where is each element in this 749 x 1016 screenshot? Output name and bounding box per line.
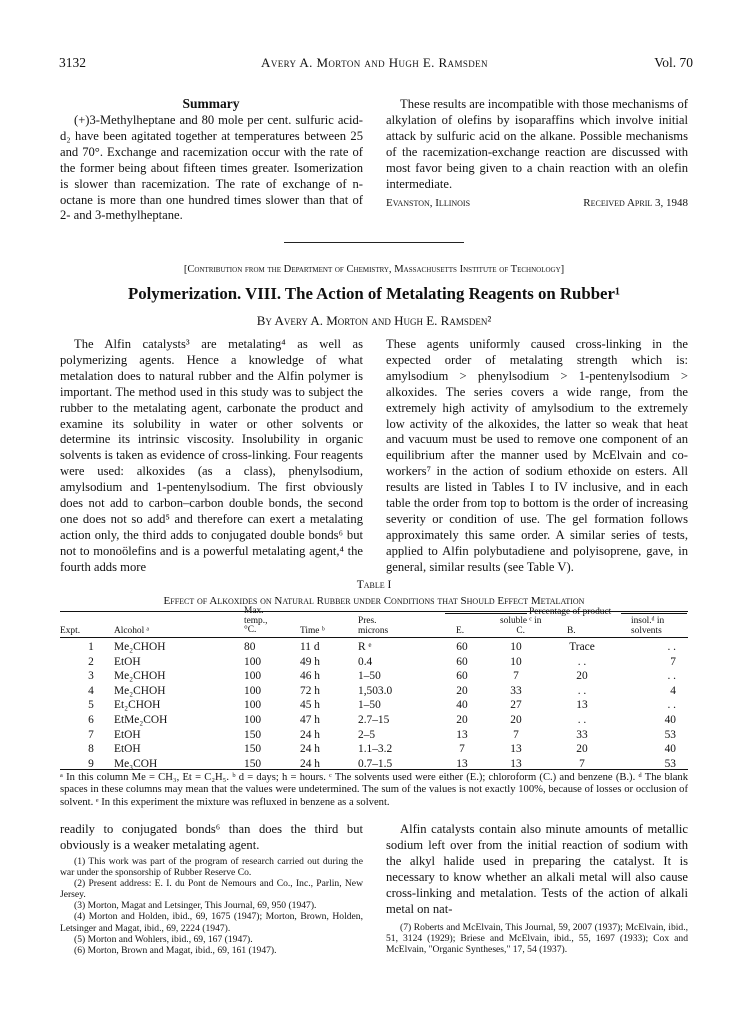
header-pres: Pres. microns xyxy=(358,616,389,636)
table-cell-pres: 2.7–15 xyxy=(358,714,390,726)
table-cell-b: . . xyxy=(577,684,587,697)
summary-left-column xyxy=(60,113,363,224)
table-cell-alcohol: Me₂CHOH xyxy=(114,641,166,653)
footnote: (1) This work was part of the program of research carried out during the war under the sponsorship of Rubber Reserve Co. xyxy=(60,856,363,879)
summary-paragraph-1: (+)3-Methylheptane and 80 mole per cent. sulfuric acid-d₂ have been agitated together at temperatures between 25 and 70°. Exchange and racemization occur with the rate of the former being about fifteen times greater. Isomerization is slower than racemization. The rate of exchange of n-octane is more than one hundred times slower than that of 2- and 3-methylheptane. xyxy=(60,113,363,223)
table-cell-alcohol: Me₂CHOH xyxy=(114,670,166,683)
table-caption: Effect of Alkoxides on Natural Rubber under Conditions that Should Effect Metalation xyxy=(163,595,585,607)
table-cell-time: 46 h xyxy=(300,670,320,683)
table-cell-insol: 4 xyxy=(670,684,676,697)
table-cell-pres: 0.7–1.5 xyxy=(358,757,393,770)
footnote: (7) Roberts and McElvain, This Journal, 59, 2007 (1937); McElvain, ibid., 51, 3124 (1929); Briese and McElvain, ibid., 55, 1697 (1933); Cox and McElvain, "Organic Syntheses," 17, 54 (1937). xyxy=(386,922,688,956)
table-cell-pres: 1–50 xyxy=(358,699,381,712)
table-cell-alcohol: EtOH xyxy=(114,728,141,741)
footnote: (6) Morton, Brown and Magat, ibid., 69, 161 (1947). xyxy=(74,944,277,956)
table-cell-e: 60 xyxy=(456,655,468,668)
body-paragraph-2: These agents uniformly caused cross-linking in the expected order of metalating strength which is: amylsodium > phenylsodium > 1-pentenylsodium > alkoxides. The series covers a wide range, from the extremely high activity of amylsodium to the extremely low activity of the alkoxides, the latter so weak that heat and vacuum must be used to remove one component of an equilibrium after the manner used by McElvain and co-workers⁷ in the action of sodium ethoxide on esters. All results are listed in Tables I to IV inclusive, and in each table the order from top to bottom is the order of increasing severity or condition of use. The gel formation follows approximately this same order. A similar series of tests, applied to Alfin polybutadiene and polyisoprene, gave, in general, similar results (see Table V). xyxy=(386,337,688,574)
body-right-continued xyxy=(386,822,688,917)
percentage-bracket-left xyxy=(445,613,527,614)
body-paragraph-1: The Alfin catalysts³ are metalating⁴ as well as polymerizing agents. Hence a knowledge of what metalation does to natural rubber and the Alfin polymer is important. The method used in this study was to subject the rubber to the metalating agent, carbonate the product and examine its solubility in water or other solvents or determine its intrinsic viscosity. Insolubility in organic solvents is taken as evidence of cross-linking. Four reagents were used: alkoxides (as a class), phenylsodium, amylsodium and 1-pentenylsodium. The first obviously does not add to carbon–carbon double bonds, the second one does not so add⁵ and therefore can exert a metalating action only, the third adds to conjugated double bonds⁶ but not to monoölefins and is a powerful metalating agent,⁴ the fourth adds more xyxy=(60,337,363,574)
table-cell-expt: 4 xyxy=(88,684,94,697)
table-cell-time: 45 h xyxy=(300,699,320,712)
table-cell-c: 13 xyxy=(510,743,522,756)
body-left-column xyxy=(60,337,363,576)
table-cell-pres: 1.1–3.2 xyxy=(358,743,393,756)
table-label: Table I xyxy=(356,579,392,591)
percentage-bracket-right xyxy=(621,613,687,614)
table-cell-c: 13 xyxy=(510,757,522,770)
table-cell-time: 24 h xyxy=(300,728,320,741)
table-header-rule xyxy=(60,637,688,638)
table-cell-c: 7 xyxy=(513,728,519,741)
summary-heading: Summary xyxy=(182,96,240,111)
table-cell-alcohol: EtOH xyxy=(114,655,141,668)
table-cell-expt: 5 xyxy=(88,699,94,712)
header-expt: Expt. xyxy=(60,626,81,636)
footnote: (5) Morton and Wohlers, ibid., 69, 167 (1947). xyxy=(74,933,253,945)
header-temp: Max. temp., °C. xyxy=(244,606,268,636)
table-cell-temp: 150 xyxy=(244,728,262,741)
table-cell-e: 60 xyxy=(456,670,468,683)
footnotes-right xyxy=(386,922,688,955)
table-cell-time: 72 h xyxy=(300,684,320,697)
table-cell-expt: 3 xyxy=(88,670,94,683)
table-cell-pres: 1,503.0 xyxy=(358,684,393,697)
table-notes: ᵃ In this column Me = CH₃, Et = C₂H₅. ᵇ d = days; h = hours. ᶜ The solvents used were either (E.); chloroform (C.) and benzene (B.). ᵈ The blank spaces in these columns may mean that the values were undetermined. The sum of the values is not exactly 100%, because of losses or occlusion of solvent. ᵉ In this experiment the mixture was refluxed in benzene as a solvent. xyxy=(60,772,688,808)
running-head: Avery A. Morton and Hugh E. Ramsden xyxy=(261,55,488,70)
table-cell-e: 20 xyxy=(456,714,468,726)
place-text: Evanston, Illinois xyxy=(386,197,471,210)
table-cell-time: 24 h xyxy=(300,743,320,756)
table-cell-insol: . . xyxy=(667,670,676,683)
table-cell-c: 33 xyxy=(510,684,522,697)
table-cell-temp: 150 xyxy=(244,757,262,770)
footnote: (4) Morton and Holden, ibid., 69, 1675 (1947); Morton, Brown, Holden, Letsinger and Magat, ibid., 69, 2224 (1947). xyxy=(60,911,363,934)
byline: By Avery A. Morton and Hugh E. Ramsden² xyxy=(256,313,492,328)
table-cell-c: 10 xyxy=(510,641,522,653)
table-cell-time: 24 h xyxy=(300,757,320,770)
table-cell-temp: 80 xyxy=(244,641,256,653)
table-cell-insol: . . xyxy=(667,699,676,712)
summary-paragraph-2: These results are incompatible with those mechanisms of alkylation of olefins by isoparaffins which involve initial attack by sulfuric acid on the alkane. Possible mechanisms of the racemization-exchange reaction are discussed with most favor being given to a chain reaction with an olefin intermediate. xyxy=(386,97,688,191)
table-cell-e: 60 xyxy=(456,641,468,653)
table-cell-pres: 2–5 xyxy=(358,728,376,741)
table-cell-e: 7 xyxy=(459,743,465,756)
table-cell-pres: R ᵉ xyxy=(358,641,372,653)
table-cell-b: 20 xyxy=(576,743,588,756)
table-cell-e: 20 xyxy=(456,684,468,697)
header-time: Time ᵇ xyxy=(300,626,325,636)
table-cell-temp: 100 xyxy=(244,684,262,697)
table-cell-b: . . xyxy=(577,714,587,726)
received-date: Received April 3, 1948 xyxy=(583,197,688,210)
table-cell-alcohol: Et₂CHOH xyxy=(114,699,161,712)
table-cell-temp: 100 xyxy=(244,670,262,683)
table-cell-alcohol: Me₃COH xyxy=(114,757,158,770)
table-cell-temp: 100 xyxy=(244,655,262,668)
body-paragraph-3: readily to conjugated bonds⁶ than does the third but obviously is a weaker metalating agent. xyxy=(60,822,363,852)
table-cell-expt: 2 xyxy=(88,655,94,668)
table-cell-temp: 100 xyxy=(244,699,262,712)
table-cell-b: 7 xyxy=(579,757,585,770)
footnote: (2) Present address: E. I. du Pont de Nemours and Co., Inc., Parlin, New Jersey. xyxy=(60,878,363,901)
body-right-column xyxy=(386,337,688,576)
table-cell-time: 11 d xyxy=(300,641,320,653)
table-cell-insol: 7 xyxy=(670,655,676,668)
table-cell-b: . . xyxy=(577,655,587,668)
table-cell-temp: 150 xyxy=(244,743,262,756)
table-cell-time: 47 h xyxy=(300,714,320,726)
table-cell-time: 49 h xyxy=(300,655,320,668)
table-cell-c: 7 xyxy=(513,670,519,683)
table-cell-e: 13 xyxy=(456,757,468,770)
table-cell-pres: 1–50 xyxy=(358,670,381,683)
table-cell-b: Trace xyxy=(569,641,595,653)
table-cell-expt: 9 xyxy=(88,757,94,770)
table-cell-expt: 1 xyxy=(88,641,94,653)
table-cell-expt: 8 xyxy=(88,743,94,756)
table-cell-e: 40 xyxy=(456,699,468,712)
footnotes-left xyxy=(60,856,363,956)
table-cell-alcohol: EtOH xyxy=(114,743,141,756)
page-number: 3132 xyxy=(59,55,86,70)
summary-right-column xyxy=(386,97,688,212)
header-alcohol: Alcohol ᵃ xyxy=(114,626,150,636)
contribution-line: [Contribution from the Department of Chemistry, Massachusetts Institute of Technology] xyxy=(183,264,565,275)
affiliation-line xyxy=(386,196,688,212)
footnote: (3) Morton, Magat and Letsinger, This Journal, 69, 950 (1947). xyxy=(74,900,317,912)
table-cell-insol: 53 xyxy=(664,757,676,770)
header-e: E. xyxy=(456,626,465,636)
header-insol: insol.ᵈ in solvents xyxy=(631,616,665,636)
table-cell-b: 20 xyxy=(576,670,588,683)
volume-label: Vol. 70 xyxy=(654,55,693,70)
table-cell-insol: 53 xyxy=(664,728,676,741)
table-cell-c: 10 xyxy=(510,655,522,668)
table-cell-b: 13 xyxy=(576,699,588,712)
table-cell-c: 27 xyxy=(510,699,522,712)
table-cell-c: 20 xyxy=(510,714,522,726)
section-divider xyxy=(284,242,464,243)
body-paragraph-4: Alfin catalysts contain also minute amounts of metallic sodium left over from the initial reaction of sodium with the alkyl halide used in preparing the catalyst. It is necessary to know whether an alkali metal will also cause cross-linking and metalation. Tests of the action of alkali metal on nat- xyxy=(386,822,688,916)
table-cell-insol: 40 xyxy=(664,743,676,756)
header-soluble-c: soluble ᶜ in C. xyxy=(500,616,542,636)
table-cell-expt: 6 xyxy=(88,714,94,726)
table-cell-pres: 0.4 xyxy=(358,655,373,668)
table-cell-expt: 7 xyxy=(88,728,94,741)
table-cell-alcohol: EtMe₂COH xyxy=(114,714,168,726)
table-bottom-rule xyxy=(60,769,688,770)
table-cell-alcohol: Me₂CHOH xyxy=(114,684,166,697)
table-cell-temp: 100 xyxy=(244,714,262,726)
header-b: B. xyxy=(567,626,576,636)
table-cell-insol: 40 xyxy=(664,714,676,726)
table-cell-insol: . . xyxy=(667,641,676,653)
body-left-continued xyxy=(60,822,363,854)
table-cell-b: 33 xyxy=(576,728,588,741)
article-title: Polymerization. VIII. The Action of Metalating Reagents on Rubber¹ xyxy=(128,284,620,303)
table-cell-e: 13 xyxy=(456,728,468,741)
header-percentage-group: Percentage of product xyxy=(529,607,612,617)
